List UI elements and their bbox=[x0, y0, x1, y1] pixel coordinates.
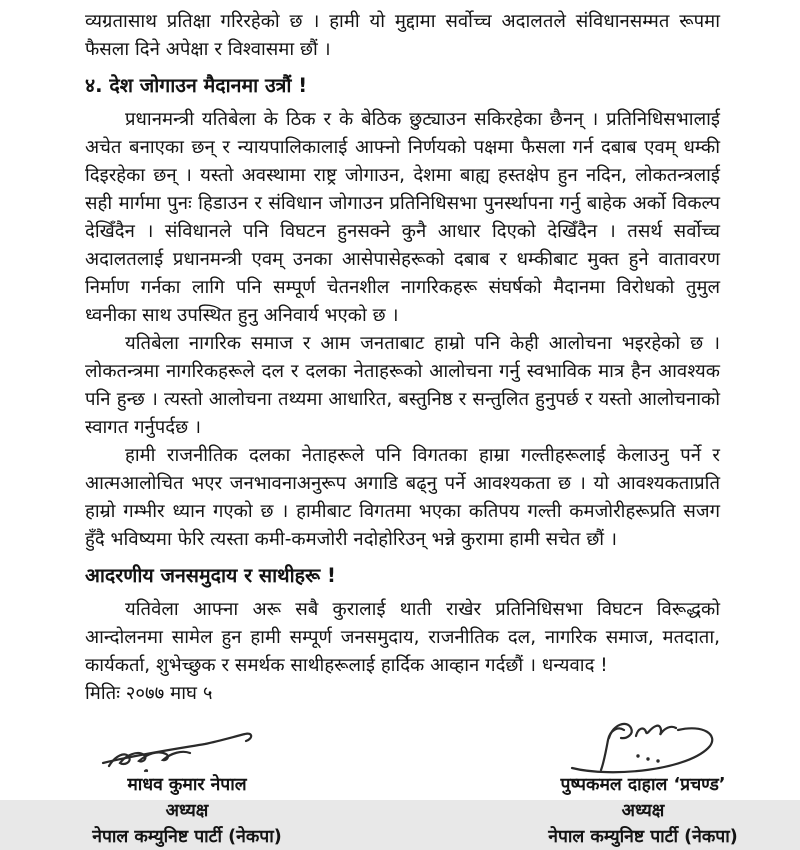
date-line: मितिः २०७७ माघ ५ bbox=[85, 683, 213, 704]
paragraph-pm-criticism: प्रधानमन्त्री यतिबेला के ठिक र के बेठिक छुट्याउन सकिरहेका छैनन् । प्रतिनिधिसभालाई अचेत बनाएका छन् र न्यायपालिकालाई आफ्नो निर्णयको पक्षमा फैसला गर्न दबाब एवम् धम्की दिइरहेका छन् । यस्तो अवस्थामा राष्ट्र जोगाउन, देशमा बाह्य हस्तक्षेप हुन नदिन, लोकतन्त्रलाई सही मार्गमा पुनः हिडाउन र संविधान जोगाउन प्रतिनिधिसभा पुनर्स्थापना गर्नु बाहेक अर्को विकल्प देखिँदैन । संविधानले पनि विघटन हुनसक्ने कुनै आधार दिएको देखिँदैन । तसर्थ सर्वोच्च अदालतलाई प्रधानमन्त्री एवम् उनका आसेपासेहरूको दबाब र धम्कीबाट मुक्त हुने वातावरण निर्माण गर्नका लागि पनि सम्पूर्ण चेतनशील नागरिकहरू संघर्षको मैदानमा विरोधको तुमुल ध्वनीका साथ उपस्थित हुनु अनिवार्य भएको छ । bbox=[85, 109, 720, 326]
section-heading-save-country: ४. देश जोगाउन मैदानमा उत्रौं ! bbox=[85, 74, 308, 97]
signatory-left-block bbox=[87, 730, 287, 850]
signatory-left-title: अध्यक्ष bbox=[165, 801, 209, 821]
signatory-right-organization: नेपाल कम्युनिष्ट पार्टी (नेकपा) bbox=[548, 827, 738, 847]
lead-paragraph: व्यग्रतासाथ प्रतिक्षा गरिरहेको छ । हामी यो मुद्दामा सर्वोच्च अदालतले संविधानसम्मत रूपमा फैसला दिने अपेक्षा र विश्वासमा छौं । bbox=[85, 11, 720, 60]
signature-row bbox=[85, 718, 748, 850]
madhav-nepal-signature-icon bbox=[87, 730, 287, 776]
prachanda-signature-icon bbox=[538, 718, 748, 776]
section-heading-dear-community: आदरणीय जनसमुदाय र साथीहरू ! bbox=[85, 564, 336, 587]
paragraph-self-criticism: हामी राजनीतिक दलका नेताहरूले पनि विगतका हाम्रा गल्तीहरूलाई केलाउनु पर्ने र आत्मआलोचित भएर जनभावनाअनुरूप अगाडि बढ्नु पर्ने आवश्यकता छ । यो आवश्यकताप्रति हाम्रो गम्भीर ध्यान गएको छ । हामीबाट विगतमा भएका कतिपय गल्ती कमजोरीहरूप्रति सजग हुँदै भविष्यमा फेरि त्यस्ता कमी-कमजोरी नदोहोरिउन् भन्ने कुरामा हामी सचेत छौं । bbox=[85, 445, 720, 550]
closing-paragraph: यतिवेला आफ्ना अरू सबै कुरालाई थाती राखेर प्रतिनिधिसभा विघटन विरूद्धको आन्दोलनमा सामेल हुन हामी सम्पूर्ण जनसमुदाय, राजनीतिक दल, नागरिक समाज, मतदाता, कार्यकर्ता, शुभेच्छुक र समर्थक साथीहरूलाई हार्दिक आव्हान गर्दछौं । धन्यवाद ! bbox=[85, 599, 720, 676]
signatory-right-title: अध्यक्ष bbox=[621, 801, 665, 821]
signatory-right-name: पुष्पकमल दाहाल ‘प्रचण्ड’ bbox=[560, 775, 726, 795]
paragraph-public-criticism: यतिबेला नागरिक समाज र आम जनताबाट हाम्रो पनि केही आलोचना भइरहेको छ । लोकतन्त्रमा नागरिकहरूले दल र दलका नेताहरूको आलोचना गर्नु स्वभाविक मात्र हैन आवश्यक पनि हुन्छ । त्यस्तो आलोचना तथ्यमा आधारित, बस्तुनिष्ठ र सन्तुलित हुनुपर्छ र यस्तो आलोचनाको स्वागत गर्नुपर्दछ । bbox=[85, 333, 720, 438]
signatory-left-name: माधव कुमार नेपाल bbox=[127, 775, 247, 795]
signatory-right-block bbox=[538, 718, 748, 850]
signatory-left-organization: नेपाल कम्युनिष्ट पार्टी (नेकपा) bbox=[92, 827, 282, 847]
document-body bbox=[85, 8, 720, 708]
